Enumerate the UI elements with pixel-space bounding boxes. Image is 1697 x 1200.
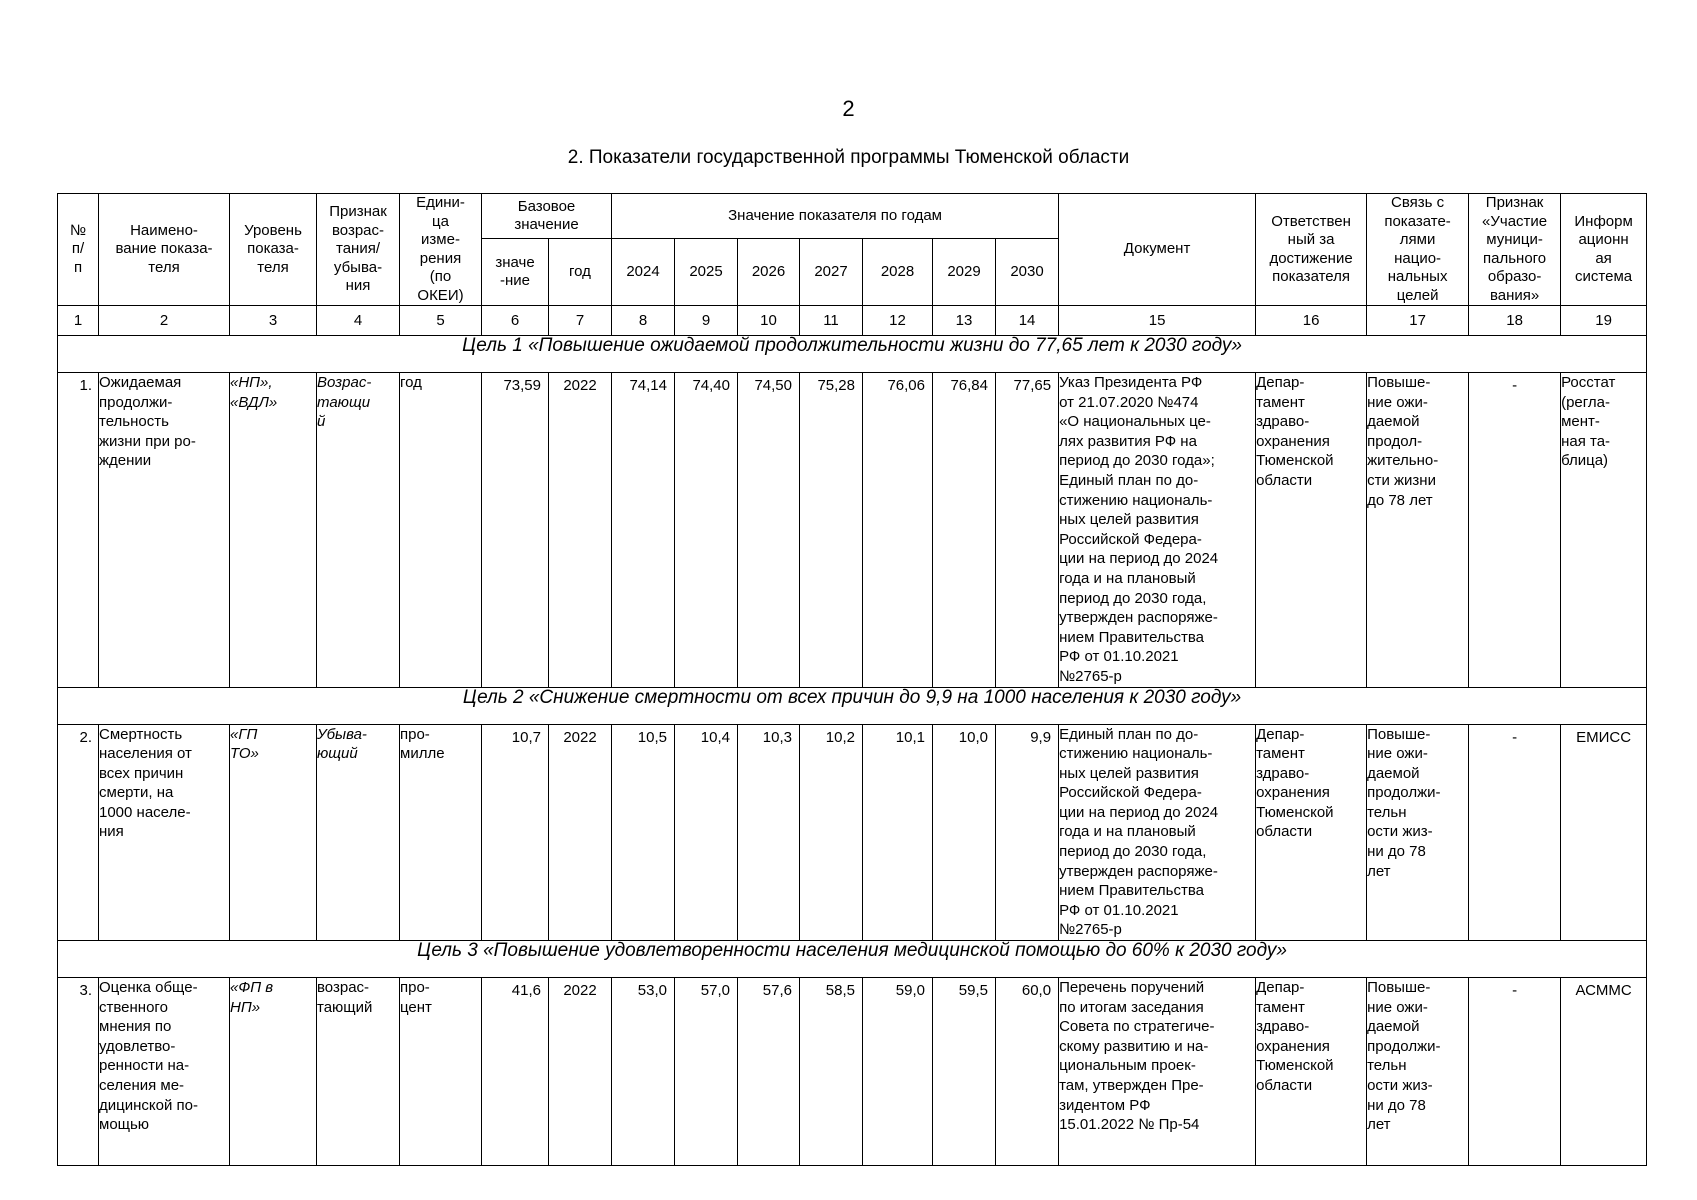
indicator-level: «НП», «ВДЛ» (230, 373, 317, 688)
column-number: 5 (400, 306, 482, 336)
indicator-level: «ГП ТО» (230, 724, 317, 941)
column-number: 12 (863, 306, 933, 336)
header-base-value: значе -ние (482, 239, 549, 306)
year-value: 77,65 (996, 373, 1059, 688)
goal-heading: Цель 2 «Снижение смертности от всех причин до 9,9 на 1000 населения к 2030 году» (58, 687, 1647, 724)
header-year: 2026 (738, 239, 800, 306)
year-value: 59,0 (863, 978, 933, 1166)
header-document: Документ (1059, 194, 1256, 306)
indicator-municipal: - (1469, 978, 1561, 1166)
year-value: 57,0 (675, 978, 738, 1166)
year-value: 75,28 (800, 373, 863, 688)
year-value: 76,84 (933, 373, 996, 688)
year-value: 60,0 (996, 978, 1059, 1166)
column-number: 11 (800, 306, 863, 336)
year-value: 10,0 (933, 724, 996, 941)
header-year: 2029 (933, 239, 996, 306)
column-number: 19 (1561, 306, 1647, 336)
indicator-name: Ожидаемая продолжи- тельность жизни при ро- ждении (99, 373, 230, 688)
column-number: 6 (482, 306, 549, 336)
indicator-info-system: АСММС (1561, 978, 1647, 1166)
indicator-municipal: - (1469, 724, 1561, 941)
column-number: 2 (99, 306, 230, 336)
goal-heading: Цель 1 «Повышение ожидаемой продолжительности жизни до 77,65 лет к 2030 году» (58, 336, 1647, 373)
indicators-table (57, 193, 1647, 1166)
header-num: № п/ п (58, 194, 99, 306)
header-year: 2027 (800, 239, 863, 306)
indicator-link: Повыше- ние ожи- даемой продолжи- тельн ости жиз- ни до 78 лет (1367, 724, 1469, 941)
indicator-document: Указ Президента РФ от 21.07.2020 №474 «О национальных це- лях развития РФ на период до 2030 года»; Единый план по до- стижению националь- ных целей развития Российской Федера- ции на период до 2024 года и на плановый период до 2030 года, утвержден распоряже- нием Правительства РФ от 01.10.2021 №2765-р (1059, 373, 1256, 688)
year-value: 10,1 (863, 724, 933, 941)
indicator-trend: возрас- тающий (317, 978, 400, 1166)
column-number: 13 (933, 306, 996, 336)
header-link: Связь с показате- лями нацио- нальных целей (1367, 194, 1469, 306)
year-value: 9,9 (996, 724, 1059, 941)
year-value: 10,4 (675, 724, 738, 941)
indicator-document: Единый план по до- стижению националь- ных целей развития Российской Федера- ции на период до 2024 года и на плановый период до 2030 года, утвержден распоряже- нием Правительства РФ от 01.10.2021 №2765-р (1059, 724, 1256, 941)
header-name: Наимено- вание показа- теля (99, 194, 230, 306)
header-year: 2025 (675, 239, 738, 306)
indicator-responsible: Депар- тамент здраво- охранения Тюменской области (1256, 978, 1367, 1166)
year-value: 10,3 (738, 724, 800, 941)
indicator-row (58, 373, 1647, 688)
column-number: 15 (1059, 306, 1256, 336)
header-responsible: Ответствен ный за достижение показателя (1256, 194, 1367, 306)
year-value: 74,14 (612, 373, 675, 688)
header-base-year: год (549, 239, 612, 306)
indicator-trend: Убыва- ющий (317, 724, 400, 941)
base-value: 73,59 (482, 373, 549, 688)
header-level: Уровень показа- теля (230, 194, 317, 306)
year-value: 59,5 (933, 978, 996, 1166)
indicator-info-system: ЕМИСС (1561, 724, 1647, 941)
year-value: 74,40 (675, 373, 738, 688)
column-number: 9 (675, 306, 738, 336)
row-number: 1. (58, 373, 99, 688)
year-value: 74,50 (738, 373, 800, 688)
indicator-link: Повыше- ние ожи- даемой продолжи- тельн ости жиз- ни до 78 лет (1367, 978, 1469, 1166)
goal-heading: Цель 3 «Повышение удовлетворенности населения медицинской помощью до 60% к 2030 году» (58, 941, 1647, 978)
header-base: Базовое значение (482, 194, 612, 239)
column-number: 8 (612, 306, 675, 336)
indicator-trend: Возрас- тающи й (317, 373, 400, 688)
column-number: 10 (738, 306, 800, 336)
header-year: 2024 (612, 239, 675, 306)
column-number: 1 (58, 306, 99, 336)
header-unit: Едини- ца изме- рения (по ОКЕИ) (400, 194, 482, 306)
header-year: 2030 (996, 239, 1059, 306)
base-value: 10,7 (482, 724, 549, 941)
goal-row (58, 336, 1647, 373)
column-number: 7 (549, 306, 612, 336)
indicator-row (58, 978, 1647, 1166)
goal-row (58, 941, 1647, 978)
column-number: 14 (996, 306, 1059, 336)
column-number: 4 (317, 306, 400, 336)
page-title: 2. Показатели государственной программы Тюменской области (567, 147, 1130, 168)
column-number: 17 (1367, 306, 1469, 336)
indicator-unit: про- милле (400, 724, 482, 941)
indicator-level: «ФП в НП» (230, 978, 317, 1166)
page-number: 2 (842, 96, 855, 121)
header-year: 2028 (863, 239, 933, 306)
year-value: 76,06 (863, 373, 933, 688)
goal-row (58, 687, 1647, 724)
year-value: 57,6 (738, 978, 800, 1166)
base-year: 2022 (549, 373, 612, 688)
indicator-unit: год (400, 373, 482, 688)
indicator-unit: про- цент (400, 978, 482, 1166)
column-number: 16 (1256, 306, 1367, 336)
indicator-name: Оценка обще- ственного мнения по удовлетво- ренности на- селения ме- дицинской по- мощью (99, 978, 230, 1166)
header-values-by-year: Значение показателя по годам (612, 194, 1059, 239)
indicator-municipal: - (1469, 373, 1561, 688)
indicator-info-system: Росстат (регла- мент- ная та- блица) (1561, 373, 1647, 688)
header-trend: Признак возрас- тания/ убыва- ния (317, 194, 400, 306)
indicator-name: Смертность населения от всех причин смерти, на 1000 населе- ния (99, 724, 230, 941)
year-value: 10,2 (800, 724, 863, 941)
column-number: 3 (230, 306, 317, 336)
year-value: 10,5 (612, 724, 675, 941)
header-info: Информ ационн ая система (1561, 194, 1647, 306)
year-value: 53,0 (612, 978, 675, 1166)
base-year: 2022 (549, 978, 612, 1166)
row-number: 2. (58, 724, 99, 941)
column-numbers-row (58, 306, 1647, 336)
base-year: 2022 (549, 724, 612, 941)
row-number: 3. (58, 978, 99, 1166)
year-value: 58,5 (800, 978, 863, 1166)
header-municipal: Признак «Участие муници- пального образо- вания» (1469, 194, 1561, 306)
indicator-responsible: Депар- тамент здраво- охранения Тюменской области (1256, 373, 1367, 688)
indicator-responsible: Депар- тамент здраво- охранения Тюменской области (1256, 724, 1367, 941)
base-value: 41,6 (482, 978, 549, 1166)
indicator-link: Повыше- ние ожи- даемой продол- жительно- сти жизни до 78 лет (1367, 373, 1469, 688)
indicator-document: Перечень поручений по итогам заседания Совета по стратегиче- скому развитию и на- циональным проек- там, утвержден Пре- зидентом РФ 15.01.2022 № Пр-54 (1059, 978, 1256, 1166)
indicator-row (58, 724, 1647, 941)
column-number: 18 (1469, 306, 1561, 336)
